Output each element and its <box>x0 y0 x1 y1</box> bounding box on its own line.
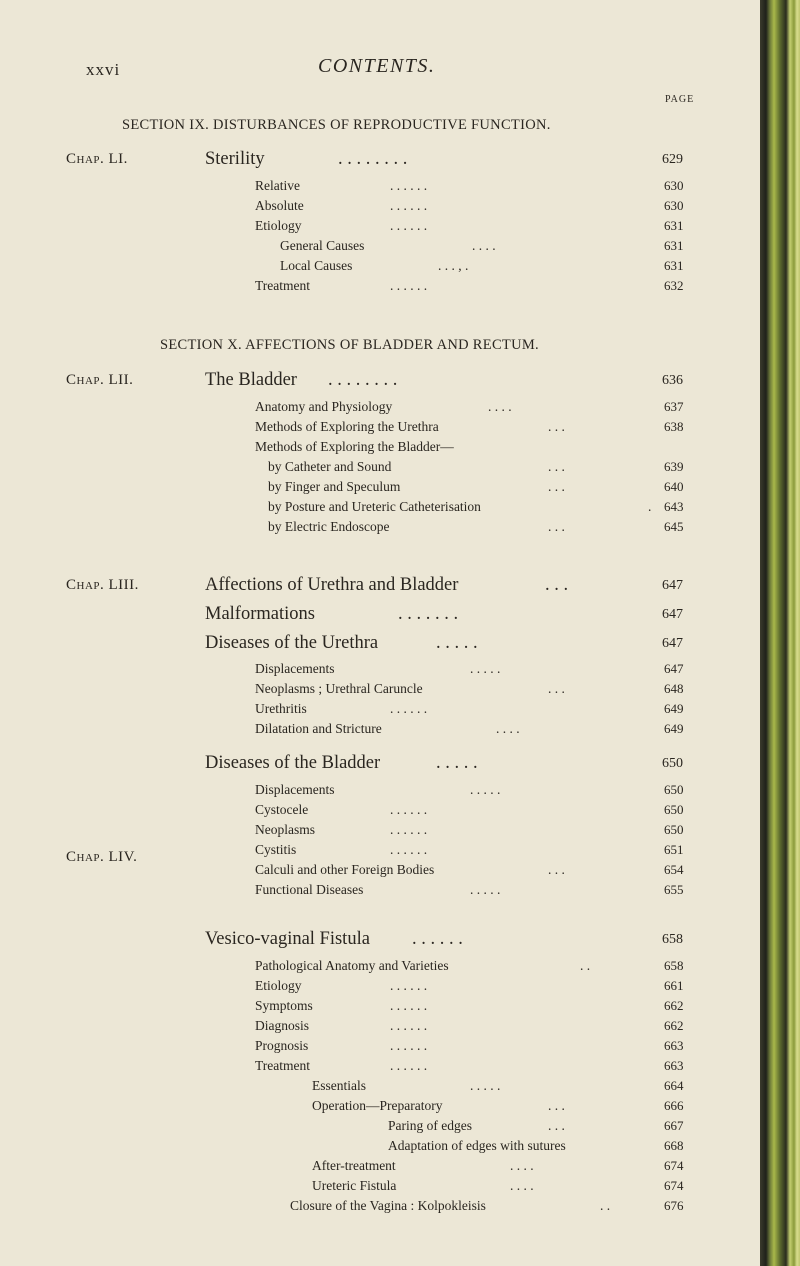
toc-entry: The Bladder <box>205 370 297 390</box>
toc-entry: Adaptation of edges with sutures <box>388 1138 566 1153</box>
toc-page-number: 643 <box>664 499 684 514</box>
section-heading: SECTION X. AFFECTIONS OF BLADDER AND RECTUM. <box>160 337 539 353</box>
section-heading: SECTION IX. DISTURBANCES OF REPRODUCTIVE FUNCTION. <box>122 117 551 133</box>
toc-page-number: 667 <box>664 1118 684 1133</box>
toc-entry: Treatment <box>255 1058 310 1073</box>
leader-dots: . <box>648 499 652 514</box>
toc-page-number: 658 <box>664 958 684 973</box>
toc-page-number: 647 <box>662 578 683 593</box>
toc-entry: Neoplasms <box>255 822 315 837</box>
leader-dots: . . . <box>548 1118 565 1133</box>
toc-entry: Paring of edges <box>388 1118 472 1133</box>
toc-entry: Methods of Exploring the Bladder— <box>255 439 454 454</box>
toc-page-number: 658 <box>662 932 683 947</box>
toc-page-number: 638 <box>664 419 684 434</box>
leader-dots: . . . . <box>472 238 496 253</box>
leader-dots: . . . . . <box>470 661 501 676</box>
toc-entry: Urethritis <box>255 701 307 716</box>
leader-dots: . . . <box>548 459 565 474</box>
toc-page-number: 674 <box>664 1178 684 1193</box>
toc-page-number: 651 <box>664 842 684 857</box>
page-column-label: PAGE <box>665 94 695 105</box>
toc-entry: Calculi and other Foreign Bodies <box>255 862 435 877</box>
toc-entry: Etiology <box>255 978 302 993</box>
toc-entry: Relative <box>255 178 300 193</box>
toc-entry: Functional Diseases <box>255 882 364 897</box>
toc-entry: Cystocele <box>255 802 309 817</box>
chapter-label: Chap. LIV. <box>66 849 138 865</box>
toc-page-number: 629 <box>662 152 683 167</box>
chapter-label: Chap. LII. <box>66 372 134 388</box>
toc-entry: Diseases of the Bladder <box>205 753 381 773</box>
leader-dots: . . . . <box>496 721 520 736</box>
leader-dots: . . . . . <box>470 1078 501 1093</box>
toc-entry: Cystitis <box>255 842 297 857</box>
toc-page-number: 662 <box>664 998 684 1013</box>
leader-dots: . . . . . <box>436 633 478 653</box>
leader-dots: . . . . . . <box>390 198 428 213</box>
leader-dots: . . . . . . <box>390 218 428 233</box>
toc-entry: Anatomy and Physiology <box>255 399 393 414</box>
leader-dots: . . . . . . <box>390 1018 428 1033</box>
toc-page-number: 631 <box>664 258 684 273</box>
toc-entry: Vesico-vaginal Fistula <box>205 929 370 949</box>
leader-dots: . . . . . . <box>390 802 428 817</box>
leader-dots: . . . . . . . . <box>328 370 398 390</box>
toc-entry: Etiology <box>255 218 302 233</box>
toc-page-number: 647 <box>662 636 683 651</box>
toc-entry: Closure of the Vagina : Kolpokleisis <box>290 1198 486 1213</box>
toc-entry: Absolute <box>255 198 304 213</box>
toc-entry: Pathological Anatomy and Varieties <box>255 958 449 973</box>
leader-dots: . . . <box>548 1098 565 1113</box>
toc-page-number: 668 <box>664 1138 684 1153</box>
toc-page-number: 630 <box>664 198 684 213</box>
toc-entry: by Posture and Ureteric Catheterisation <box>268 499 481 514</box>
toc-entry: Methods of Exploring the Urethra <box>255 419 439 434</box>
leader-dots: . . . . . . <box>390 842 428 857</box>
toc-page-number: 631 <box>664 218 684 233</box>
toc-entry: Ureteric Fistula <box>312 1178 397 1193</box>
toc-page-number: 640 <box>664 479 684 494</box>
toc-entry: Sterility <box>205 149 265 169</box>
leader-dots: . . <box>580 958 591 973</box>
leader-dots: . . . . . . . . <box>338 149 408 169</box>
toc-page-number: 647 <box>664 661 684 676</box>
toc-entry: Malformations <box>205 604 315 624</box>
leader-dots: . . . . <box>510 1158 534 1173</box>
leader-dots: . . . <box>548 862 565 877</box>
leader-dots: . . . . . . <box>390 178 428 193</box>
toc-page-number: 632 <box>664 278 684 293</box>
page-number: xxvi <box>86 60 121 79</box>
leader-dots: . . . . <box>510 1178 534 1193</box>
toc-entry: by Finger and Speculum <box>268 479 401 494</box>
toc-entry: Diseases of the Urethra <box>205 633 379 653</box>
toc-entry: Treatment <box>255 278 310 293</box>
toc-page-number: 631 <box>664 238 684 253</box>
leader-dots: . . . . . . <box>390 1038 428 1053</box>
chapter-label: Chap. LI. <box>66 151 128 167</box>
leader-dots: . . . . . . <box>390 978 428 993</box>
toc-entry: Diagnosis <box>255 1018 309 1033</box>
toc-entry: Dilatation and Stricture <box>255 721 382 736</box>
leader-dots: . . . <box>545 575 569 595</box>
toc-page-number: 663 <box>664 1038 684 1053</box>
leader-dots: . . . . . . <box>390 998 428 1013</box>
toc-page-number: 676 <box>664 1198 684 1213</box>
toc-page-number: 650 <box>664 782 684 797</box>
toc-page-number: 648 <box>664 681 684 696</box>
toc-page-number: 650 <box>664 802 684 817</box>
leader-dots: . . . . . . <box>412 929 463 949</box>
toc-page-number: 664 <box>664 1078 684 1093</box>
toc-page-number: 661 <box>664 978 684 993</box>
toc-page-number: 662 <box>664 1018 684 1033</box>
toc-entry: After-treatment <box>312 1158 396 1173</box>
toc-page-number: 666 <box>664 1098 684 1113</box>
toc-entry: Displacements <box>255 782 335 797</box>
leader-dots: . . <box>600 1198 611 1213</box>
toc-entry: Symptoms <box>255 998 313 1013</box>
leader-dots: . . . . <box>488 399 512 414</box>
leader-dots: . . . . . <box>436 753 478 773</box>
toc-entry: by Electric Endoscope <box>268 519 390 534</box>
toc-page-number: 630 <box>664 178 684 193</box>
toc-page-number: 674 <box>664 1158 684 1173</box>
toc-page-number: 655 <box>664 882 684 897</box>
page-title: CONTENTS. <box>318 55 436 77</box>
toc-entry: Prognosis <box>255 1038 309 1053</box>
toc-page-number: 636 <box>662 373 683 388</box>
toc-entry: Neoplasms ; Urethral Caruncle <box>255 681 423 696</box>
toc-entry: Essentials <box>312 1078 366 1093</box>
toc-page-number: 639 <box>664 459 684 474</box>
leader-dots: . . . . . <box>470 882 501 897</box>
toc-page-number: 650 <box>662 756 683 771</box>
toc-page-number: 647 <box>662 607 683 622</box>
toc-entry: Affections of Urethra and Bladder <box>205 575 459 595</box>
toc-page-number: 650 <box>664 822 684 837</box>
toc-page-number: 654 <box>664 862 684 877</box>
toc-page-number: 645 <box>664 519 684 534</box>
leader-dots: . . . , . <box>438 258 469 273</box>
toc-entry: General Causes <box>280 238 365 253</box>
leader-dots: . . . . . . <box>390 701 428 716</box>
toc-entry: Displacements <box>255 661 335 676</box>
toc-entry: by Catheter and Sound <box>268 459 392 474</box>
chapter-label: Chap. LIII. <box>66 577 139 593</box>
leader-dots: . . . . . . <box>390 822 428 837</box>
leader-dots: . . . <box>548 681 565 696</box>
leader-dots: . . . . . . <box>390 278 428 293</box>
leader-dots: . . . . . . . <box>398 604 459 624</box>
leader-dots: . . . . . . <box>390 1058 428 1073</box>
book-binding-edge <box>760 0 800 1266</box>
leader-dots: . . . . . <box>470 782 501 797</box>
leader-dots: . . . <box>548 479 565 494</box>
toc-page-number: 637 <box>664 399 684 414</box>
toc-page-number: 663 <box>664 1058 684 1073</box>
toc-entry: Local Causes <box>280 258 353 273</box>
toc-page-number: 649 <box>664 701 684 716</box>
toc-entry: Operation—Preparatory <box>312 1098 443 1113</box>
leader-dots: . . . <box>548 419 565 434</box>
leader-dots: . . . <box>548 519 565 534</box>
toc-page-number: 649 <box>664 721 684 736</box>
